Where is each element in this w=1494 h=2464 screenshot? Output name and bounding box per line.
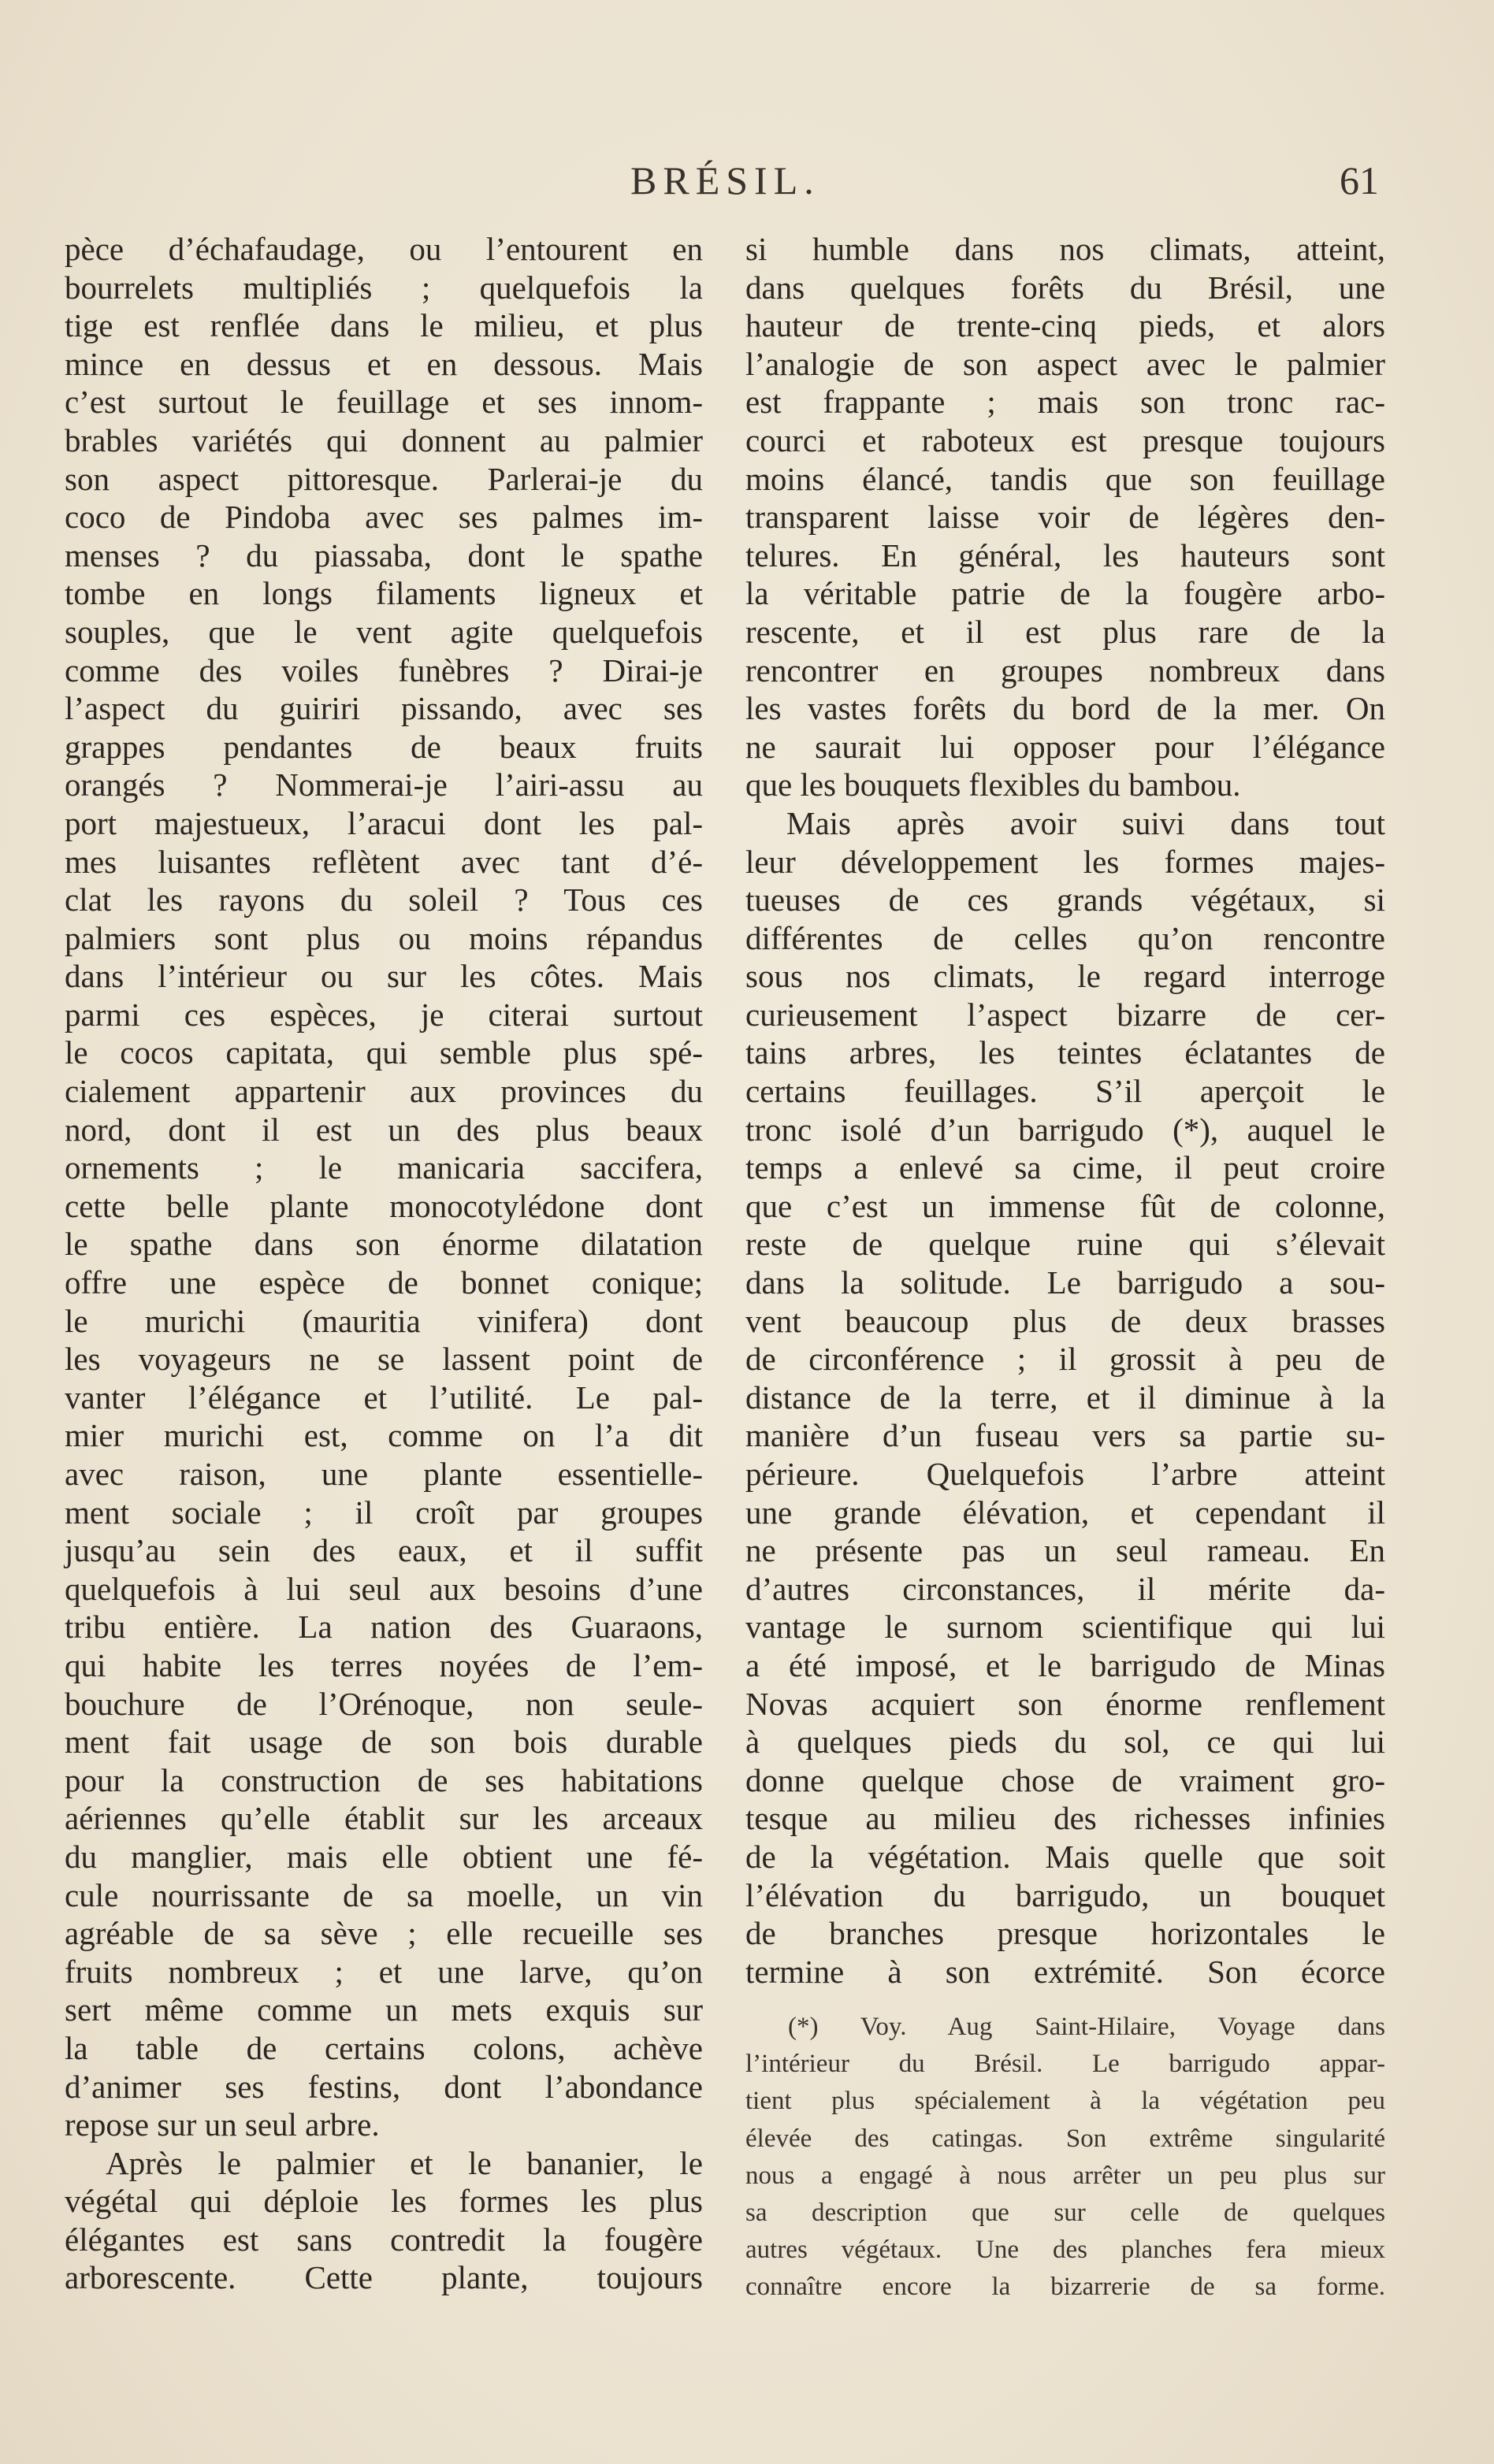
text-line: à quelques pieds du sol, ce qui lui — [745, 1724, 1385, 1761]
text-line: dans l’intérieur ou sur les côtes. Mais — [65, 958, 703, 995]
text-line: est frappante ; mais son tronc rac- — [745, 384, 1385, 421]
text-line: qui habite les terres noyées de l’em- — [65, 1646, 703, 1683]
text-line: les voyageurs ne se lassent point de — [65, 1341, 703, 1378]
text-line: transparent laisse voir de légères den- — [745, 499, 1385, 536]
text-line: le cocos capitata, qui semble plus spé- — [65, 1034, 703, 1071]
text-line: quelquefois à lui seul aux besoins d’une — [65, 1570, 703, 1607]
text-line: ment fait usage de son bois durable — [65, 1724, 703, 1761]
text-line: tige est renflée dans le milieu, et plus — [65, 307, 703, 344]
text-line: végétal qui déploie les formes les plus — [65, 2183, 703, 2220]
page-number: 61 — [1340, 158, 1379, 202]
text-line: Mais après avoir suivi dans tout — [786, 804, 1385, 841]
text-line: tesque au milieu des richesses infinies — [745, 1800, 1385, 1837]
text-line: coco de Pindoba avec ses palmes im- — [65, 499, 703, 536]
text-line: de circonférence ; il grossit à peu de — [745, 1341, 1385, 1378]
text-line: reste de quelque ruine qui s’élevait — [745, 1226, 1385, 1263]
text-line: périeure. Quelquefois l’arbre atteint — [745, 1456, 1385, 1492]
text-line: les vastes forêts du bord de la mer. On — [745, 690, 1385, 727]
footnote-line: l’intérieur du Brésil. Le barrigudo appar- — [745, 2050, 1385, 2079]
text-line: courci et raboteux est presque toujours — [745, 421, 1385, 458]
text-line: la véritable patrie de la fougère arbo- — [745, 575, 1385, 612]
text-line: élégantes est sans contredit la fougère — [65, 2221, 703, 2258]
text-line: cialement appartenir aux provinces du — [65, 1073, 703, 1110]
text-line: moins élancé, tandis que son feuillage — [745, 460, 1385, 497]
text-line: temps a enlevé sa cime, il peut croire — [745, 1149, 1385, 1186]
text-line: cule nourrissante de sa moelle, un vin — [65, 1876, 703, 1913]
text-line: le spathe dans son énorme dilatation — [65, 1226, 703, 1263]
text-line: tains arbres, les teintes éclatantes de — [745, 1034, 1385, 1071]
right-column — [745, 230, 1385, 1991]
text-line: pour la construction de ses habitations — [65, 1761, 703, 1798]
text-line: le murichi (mauritia vinifera) dont — [65, 1302, 703, 1339]
text-line: pèce d’échafaudage, ou l’entourent en — [65, 231, 703, 267]
text-line: son aspect pittoresque. Parlerai-je du — [65, 460, 703, 497]
text-line: certains feuillages. S’il aperçoit le — [745, 1073, 1385, 1110]
text-line: de branches presque horizontales le — [745, 1915, 1385, 1952]
text-line: bourrelets multipliés ; quelquefois la — [65, 269, 703, 306]
text-line: la table de certains colons, achève — [65, 2029, 703, 2066]
text-line: si humble dans nos climats, atteint, — [745, 231, 1385, 267]
footnote — [745, 2009, 1385, 2306]
text-line: vantage le surnom scientifique qui lui — [745, 1609, 1385, 1646]
footnote-line: élevée des catingas. Son extrême singularité — [745, 2124, 1385, 2153]
text-line: mince en dessus et en dessous. Mais — [65, 345, 703, 382]
text-line: rencontrer en groupes nombreux dans — [745, 651, 1385, 688]
text-line: menses ? du piassaba, dont le spathe — [65, 536, 703, 573]
text-line: distance de la terre, et il diminue à la — [745, 1379, 1385, 1416]
text-line: ment sociale ; il croît par groupes — [65, 1494, 703, 1531]
text-line: clat les rayons du soleil ? Tous ces — [65, 881, 703, 918]
footnote-line: nous a engagé à nous arrêter un peu plus sur — [745, 2161, 1385, 2190]
text-line: fruits nombreux ; et une larve, qu’on — [65, 1953, 703, 1990]
text-line: souples, que le vent agite quelquefois — [65, 613, 703, 650]
text-line: avec raison, une plante essentielle- — [65, 1456, 703, 1492]
text-line: hauteur de trente-cinq pieds, et alors — [745, 307, 1385, 344]
text-line: sous nos climats, le regard interroge — [745, 958, 1385, 995]
text-line: comme des voiles funèbres ? Dirai-je — [65, 651, 703, 688]
text-line: l’aspect du guiriri pissando, avec ses — [65, 690, 703, 727]
text-line: c’est surtout le feuillage et ses innom- — [65, 384, 703, 421]
text-line: leur développement les formes majes- — [745, 843, 1385, 880]
text-line: Novas acquiert son énorme renflement — [745, 1685, 1385, 1722]
text-line: vanter l’élégance et l’utilité. Le pal- — [65, 1379, 703, 1416]
text-line: jusqu’au sein des eaux, et il suffit — [65, 1532, 703, 1569]
text-line: ne saurait lui opposer pour l’élégance — [745, 728, 1385, 765]
text-line: agréable de sa sève ; elle recueille ses — [65, 1915, 703, 1952]
text-line: une grande élévation, et cependant il — [745, 1494, 1385, 1531]
text-line: telures. En général, les hauteurs sont — [745, 536, 1385, 573]
text-line: termine à son extrémité. Son écorce — [745, 1953, 1385, 1990]
text-line: port majestueux, l’aracui dont les pal- — [65, 804, 703, 841]
text-line: offre une espèce de bonnet conique; — [65, 1264, 703, 1301]
text-line: dans la solitude. Le barrigudo a sou- — [745, 1264, 1385, 1301]
page-header — [0, 158, 1494, 221]
text-line: tueuses de ces grands végétaux, si — [745, 881, 1385, 918]
text-line: d’autres circonstances, il mérite da- — [745, 1570, 1385, 1607]
text-line: dans quelques forêts du Brésil, une — [745, 269, 1385, 306]
text-line: tombe en longs filaments ligneux et — [65, 575, 703, 612]
text-line: Après le palmier et le bananier, le — [106, 2144, 703, 2181]
text-line: grappes pendantes de beaux fruits — [65, 728, 703, 765]
text-line: repose sur un seul arbre. — [65, 2106, 380, 2143]
footnote-line: connaître encore la bizarrerie de sa forme. — [745, 2273, 1385, 2302]
text-line: ne présente pas un seul rameau. En — [745, 1532, 1385, 1569]
text-line: arborescente. Cette plante, toujours — [65, 2259, 703, 2296]
text-line: a été imposé, et le barrigudo de Minas — [745, 1646, 1385, 1683]
running-title: BRÉSIL. — [630, 158, 820, 202]
text-line: d’animer ses festins, dont l’abondance — [65, 2068, 703, 2105]
text-line: l’analogie de son aspect avec le palmier — [745, 345, 1385, 382]
footnote-line: tient plus spécialement à la végétation peu — [745, 2087, 1385, 2116]
text-line: brables variétés qui donnent au palmier — [65, 421, 703, 458]
text-line: ornements ; le manicaria saccifera, — [65, 1149, 703, 1186]
text-line: palmiers sont plus ou moins répandus — [65, 919, 703, 956]
text-line: tronc isolé d’un barrigudo (*), auquel le — [745, 1111, 1385, 1148]
text-line: mes luisantes reflètent avec tant d’é- — [65, 843, 703, 880]
text-line: mier murichi est, comme on l’a dit — [65, 1417, 703, 1454]
text-line: manière d’un fuseau vers sa partie su- — [745, 1417, 1385, 1454]
text-line: vent beaucoup plus de deux brasses — [745, 1302, 1385, 1339]
text-line: du manglier, mais elle obtient une fé- — [65, 1838, 703, 1875]
text-line: aériennes qu’elle établit sur les arceaux — [65, 1800, 703, 1837]
text-line: bouchure de l’Orénoque, non seule- — [65, 1685, 703, 1722]
text-line: que c’est un immense fût de colonne, — [745, 1187, 1385, 1224]
text-line: orangés ? Nommerai-je l’airi-assu au — [65, 766, 703, 803]
text-line: différentes de celles qu’on rencontre — [745, 919, 1385, 956]
text-line: tribu entière. La nation des Guaraons, — [65, 1609, 703, 1646]
text-line: rescente, et il est plus rare de la — [745, 613, 1385, 650]
text-line: cette belle plante monocotylédone dont — [65, 1187, 703, 1224]
text-line: nord, dont il est un des plus beaux — [65, 1111, 703, 1148]
text-line: parmi ces espèces, je citerai surtout — [65, 996, 703, 1033]
left-column — [65, 230, 703, 2297]
text-line: curieusement l’aspect bizarre de cer- — [745, 996, 1385, 1033]
text-line: sert même comme un mets exquis sur — [65, 1991, 703, 2028]
text-line: de la végétation. Mais quelle que soit — [745, 1838, 1385, 1875]
footnote-line: sa description que sur celle de quelques — [745, 2199, 1385, 2228]
text-line: que les bouquets flexibles du bambou. — [745, 766, 1241, 803]
text-line: donne quelque chose de vraiment gro- — [745, 1761, 1385, 1798]
footnote-line: autres végétaux. Une des planches fera mieux — [745, 2236, 1385, 2265]
text-line: l’élévation du barrigudo, un bouquet — [745, 1876, 1385, 1913]
footnote-line: (*) Voy. Aug Saint-Hilaire, Voyage dans — [788, 2013, 1385, 2041]
